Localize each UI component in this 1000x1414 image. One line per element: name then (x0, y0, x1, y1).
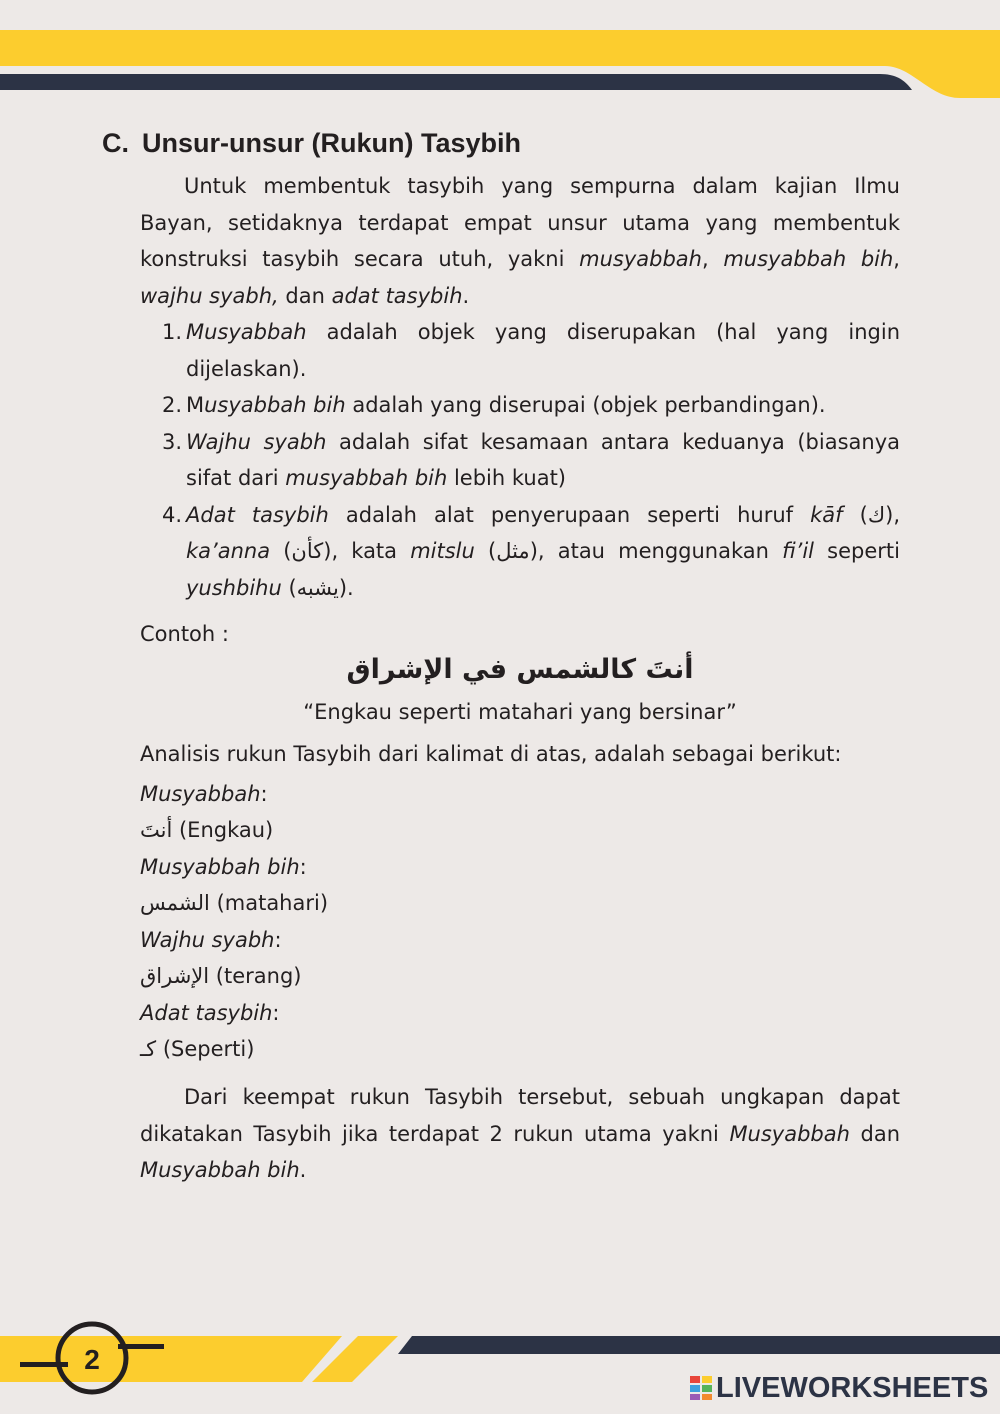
analysis-arabic: كـ (140, 1037, 157, 1061)
page-number: 2 (84, 1344, 100, 1375)
term-musyabbah-bih: Musyabbah bih (140, 1158, 300, 1182)
list-term: Musyabbah (186, 320, 307, 344)
analysis-intro: Analisis rukun Tasybih dari kalimat di atas, adalah sebagai berikut: (140, 742, 842, 766)
list-item (162, 497, 900, 607)
example-arabic: أنتَ كالشمس في الإشراق (346, 654, 694, 685)
term-musyabbah-bih: musyabbah bih (723, 247, 894, 271)
analysis-arabic: أنتَ (140, 818, 173, 842)
analysis-label (140, 782, 268, 806)
list-number: 4. (162, 502, 183, 527)
brand-name: LIVEWORKSHEETS (716, 1372, 989, 1404)
analysis-term: Musyabbah (140, 782, 261, 806)
analysis-meaning: (Engkau) (172, 818, 274, 842)
analysis-term: Adat tasybih (140, 1001, 273, 1025)
footer-navy-band (398, 1336, 1000, 1354)
analysis-term: Wajhu syabh (140, 928, 275, 952)
analysis-value (140, 891, 328, 915)
list-text: adalah yang diserupai (objek perbandingan). (345, 393, 826, 417)
rukun-list (162, 314, 900, 606)
example-label: Contoh : (140, 622, 229, 646)
term-mitslu: mitslu (410, 539, 475, 563)
intro-text-3: , (893, 247, 900, 271)
list-text-2: seperti (814, 539, 900, 563)
term-yushbihu: yushbihu (186, 575, 282, 600)
brand-watermark[interactable] (690, 1372, 988, 1405)
analysis-label (140, 1001, 280, 1025)
analysis-arabic: الإشراق (140, 964, 210, 988)
list-text: adalah alat penyerupaan seperti huruf (328, 502, 811, 527)
analysis-colon: : (260, 782, 268, 806)
list-text-2: lebih kuat) (447, 466, 566, 490)
analysis-colon: : (272, 1001, 280, 1025)
arabic-mitslu: (مثل), atau menggunakan (474, 539, 783, 563)
section-title: Unsur-unsur (Rukun) Tasybih (142, 128, 522, 158)
analysis-value (140, 818, 273, 842)
analysis-label (140, 928, 282, 952)
arabic-kaanna: (كأن), kata (270, 539, 411, 563)
analysis-term: Musyabbah bih (140, 855, 300, 879)
list-number: 3. (162, 429, 183, 454)
list-term-2: musyabbah bih (285, 466, 448, 490)
term-fiil: fi’il (782, 539, 815, 563)
list-item (162, 387, 900, 424)
analysis-meaning: (terang) (209, 964, 302, 988)
analysis-value (140, 964, 301, 988)
term-wajhu-syabh: wajhu syabh, (140, 283, 279, 308)
analysis-label (140, 855, 307, 879)
intro-text-2: , (701, 247, 724, 271)
intro-paragraph (140, 168, 900, 314)
analysis-arabic: الشمس (140, 891, 210, 915)
section-number: C. (102, 128, 129, 158)
header-navy-band (0, 74, 912, 90)
section-heading (102, 128, 521, 159)
list-item (162, 424, 900, 497)
list-number: 1. (162, 320, 183, 344)
term-kaanna: ka’anna (186, 539, 271, 563)
arabic-kaf: (ك), (842, 502, 900, 527)
list-item (162, 314, 900, 387)
term-musyabbah: Musyabbah (729, 1121, 850, 1146)
conclusion-paragraph (140, 1079, 900, 1189)
list-text: adalah objek yang diserupakan (hal yang ingin dijelaskan). (186, 320, 900, 381)
term-musyabbah: musyabbah (579, 247, 702, 271)
list-text: adalah sifat kesamaan antara keduanya (biasanya sifat dari (186, 429, 900, 490)
term-adat-tasybih: adat tasybih (331, 283, 463, 308)
list-term-initial: M (186, 393, 205, 417)
analysis-value (140, 1037, 254, 1061)
intro-text-5: . (462, 283, 470, 308)
list-number: 2. (162, 393, 183, 417)
conclusion-text-1: Dari keempat rukun Tasybih tersebut, sebuah ungkapan dapat dikatakan Tasybih jika terdapat 2 rukun utama yakni (140, 1085, 900, 1146)
conclusion-text-2: dan (849, 1121, 900, 1146)
analysis-colon: : (299, 855, 307, 879)
list-term: Adat tasybih (186, 502, 329, 527)
liveworksheets-logo-icon (690, 1375, 712, 1399)
footer-yellow-band (0, 1336, 342, 1382)
list-term: usyabbah bih (204, 393, 346, 417)
example-translation: “Engkau seperti matahari yang bersinar” (303, 700, 737, 724)
term-kaf: kāf (810, 502, 843, 527)
intro-text-4: dan (278, 283, 332, 308)
analysis-meaning: (matahari) (209, 891, 329, 915)
conclusion-text-3: . (299, 1158, 307, 1182)
analysis-meaning: (Seperti) (156, 1037, 255, 1061)
analysis-colon: : (274, 928, 282, 952)
arabic-yushbihu: (يشبه). (281, 575, 354, 600)
intro-text-1: Untuk membentuk tasybih yang sempurna dalam kajian Ilmu Bayan, setidaknya terdapat empat unsur utama yang membentuk konstruksi tasybih secara utuh, yakni (140, 174, 900, 271)
list-term: Wajhu syabh (186, 429, 327, 454)
